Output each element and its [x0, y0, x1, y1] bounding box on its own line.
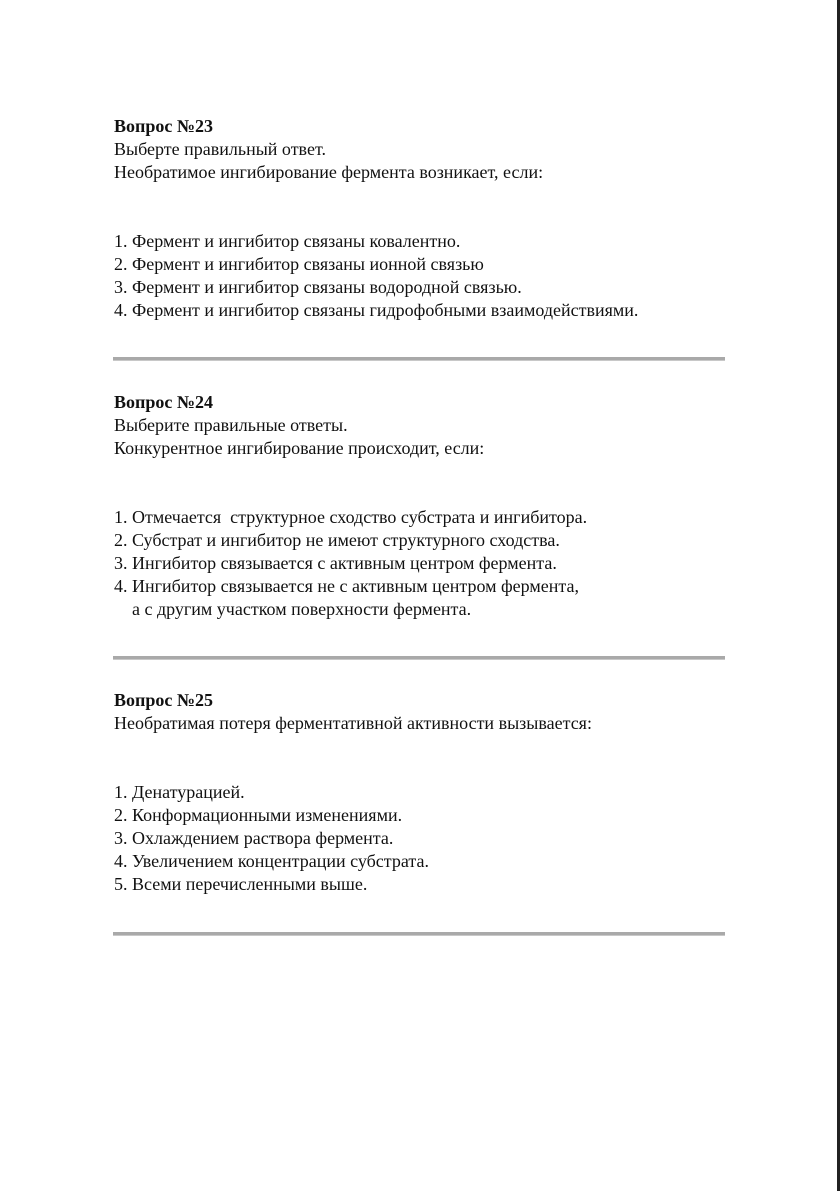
- question-24: [114, 391, 734, 621]
- answer-option: 5. Всеми перечисленными выше.: [114, 874, 368, 894]
- answer-option: 2. Субстрат и ингибитор не имеют структурного сходства.: [114, 530, 560, 550]
- question-25: [114, 689, 734, 896]
- question-text: Необратимое ингибирование фермента возникает, если:: [114, 162, 544, 182]
- answer-list: [114, 506, 734, 621]
- answer-option: 2. Конформационными изменениями.: [114, 805, 403, 825]
- answer-option-continuation: а с другим участком поверхности фермента.: [114, 599, 472, 619]
- answer-option: 1. Фермент и ингибитор связаны ковалентно.: [114, 231, 461, 251]
- question-23: [114, 115, 734, 322]
- answer-option: 4. Увеличением концентрации субстрата.: [114, 851, 429, 871]
- question-divider: [113, 357, 725, 361]
- question-title: Вопрос №24: [114, 392, 213, 412]
- answer-list: [114, 230, 734, 322]
- answer-option: 2. Фермент и ингибитор связаны ионной связью: [114, 254, 484, 274]
- answer-option: 1. Денатурацией.: [114, 782, 245, 802]
- answer-option: 1. Отмечается структурное сходство субстрата и ингибитора.: [114, 507, 588, 527]
- question-title: Вопрос №25: [114, 690, 213, 710]
- question-text: Конкурентное ингибирование происходит, если:: [114, 438, 485, 458]
- answer-option: 4. Фермент и ингибитор связаны гидрофобными взаимодействиями.: [114, 300, 639, 320]
- question-divider: [113, 932, 725, 936]
- question-divider: [113, 656, 725, 660]
- question-title: Вопрос №23: [114, 116, 213, 136]
- answer-option: 4. Ингибитор связывается не с активным центром фермента,: [114, 576, 579, 596]
- question-text: Необратимая потеря ферментативной активности вызывается:: [114, 713, 592, 733]
- answer-option: 3. Ингибитор связывается с активным центром фермента.: [114, 553, 557, 573]
- answer-option: 3. Фермент и ингибитор связаны водородной связью.: [114, 277, 522, 297]
- answer-option: 3. Охлаждением раствора фермента.: [114, 828, 394, 848]
- question-instruction: Выберте правильный ответ.: [114, 139, 326, 159]
- question-instruction: Выберите правильные ответы.: [114, 415, 348, 435]
- answer-list: [114, 781, 734, 896]
